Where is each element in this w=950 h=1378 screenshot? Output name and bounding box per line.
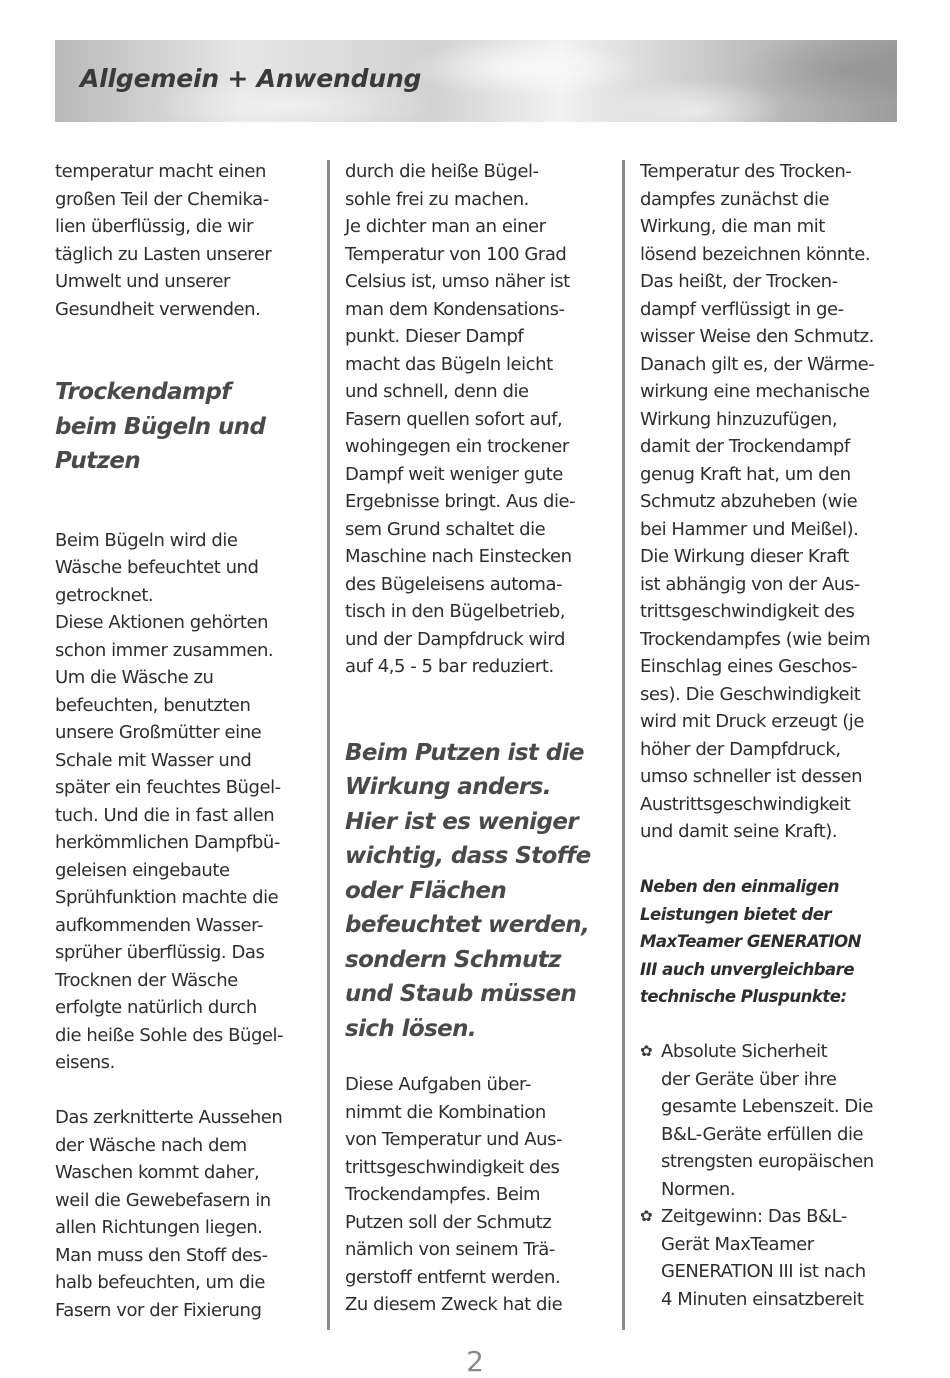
list-item — [640, 1038, 910, 1203]
column-divider — [622, 160, 625, 1330]
text-column-2 — [345, 158, 610, 1319]
section-title: Allgemein + Anwendung — [80, 64, 422, 93]
page-number: 2 — [466, 1345, 484, 1378]
list-item-text: Zeitgewinn: Das B&L- Gerät MaxTeamer GENERATION III ist nach 4 Minuten einsatzbereit — [661, 1206, 866, 1310]
paragraph: temperatur macht einen großen Teil der Chemika- lien überflüssig, die wir täglich zu Lasten unserer Umwelt und unserer Gesundheit verwenden. — [55, 161, 272, 320]
flower-bullet-icon: ✿ — [640, 1207, 653, 1225]
column-divider — [327, 160, 330, 1330]
subheading: Trockendampf beim Bügeln und Putzen — [55, 379, 266, 474]
text-column-3 — [640, 158, 910, 1313]
list-item-text: Absolute Sicherheit der Geräte über ihre gesamte Lebenszeit. Die B&L-Geräte erfüllen die strengsten europäischen Normen. — [661, 1041, 874, 1200]
list-item — [640, 1203, 910, 1313]
header-banner — [55, 40, 897, 122]
pull-quote: Beim Putzen ist die Wirkung anders. Hier ist es weniger wichtig, dass Stoffe oder Flächen befeuchtet werden, sondern Schmutz und Staub müssen sich lösen. — [345, 739, 591, 1042]
flower-bullet-icon: ✿ — [640, 1042, 653, 1060]
features-intro: Neben den einmaligen Leistungen bietet der MaxTeamer GENERATION III auch unvergleichbare technische Pluspunkte: — [640, 877, 861, 1006]
paragraph: Temperatur des Trocken- dampfes zunächst die Wirkung, die man mit lösend bezeichnen könnte. Das heißt, der Trocken- dampf verflüssigt in ge- wisser Weise den Schmutz. Danach gilt es, der Wärme- wirkung eine mechanische Wirkung hinzuzufügen, damit der Trockendampf genug Kraft hat, um den Schmutz abzuheben (wie bei Hammer und Meißel). Die Wirkung dieser Kraft ist abhängig von der Aus- trittsgeschwindigkeit des Trockendampfes (wie beim Einschlag eines Geschos- ses). Die Geschwindigkeit wird mit Druck erzeugt (je höher der Dampfdruck, umso schneller ist dessen Austrittsgeschwindigkeit und damit seine Kraft). — [640, 161, 875, 842]
paragraph: Beim Bügeln wird die Wäsche befeuchtet und getrocknet. Diese Aktionen gehörten schon immer zusammen. Um die Wäsche zu befeuchten, benutzten unsere Großmütter eine Schale mit Wasser und später ein feuchtes Bügel- tuch. Und die in fast allen herkömmlichen Dampfbü- geleisen eingebaute Sprühfunktion machte die aufkommenden Wasser- sprüher überflüssig. Das Trocknen der Wäsche erfolgte natürlich durch die heiße Sohle des Bügel- eisens. — [55, 529, 284, 1073]
features-list — [640, 1038, 910, 1313]
paragraph: Das zerknitterte Aussehen der Wäsche nach dem Waschen kommt daher, weil die Gewebefasern in allen Richtungen liegen. Man muss den Stoff des- halb befeuchten, um die Fasern vor der Fixierung — [55, 1107, 283, 1321]
paragraph: Diese Aufgaben über- nimmt die Kombination von Temperatur und Aus- trittsgeschwindigkeit des Trockendampfes. Beim Putzen soll der Schmutz nämlich von seinem Trä- gerstoff entfernt werden. Zu diesem Zweck hat die — [345, 1074, 563, 1315]
text-column-1 — [55, 158, 320, 1324]
paragraph: durch die heiße Bügel- sohle frei zu machen. Je dichter man an einer Temperatur von 100 Grad Celsius ist, umso näher ist man dem Kondensations- punkt. Dieser Dampf macht das Bügeln leicht und schnell, denn die Fasern quellen sofort auf, wohingegen ein trockener Dampf weit weniger gute Ergebnisse bringt. Aus die- sem Grund schaltet die Maschine nach Einstecken des Bügeleisens automa- tisch in den Bügelbetrieb, und der Dampfdruck wird auf 4,5 - 5 bar reduziert. — [345, 161, 576, 677]
